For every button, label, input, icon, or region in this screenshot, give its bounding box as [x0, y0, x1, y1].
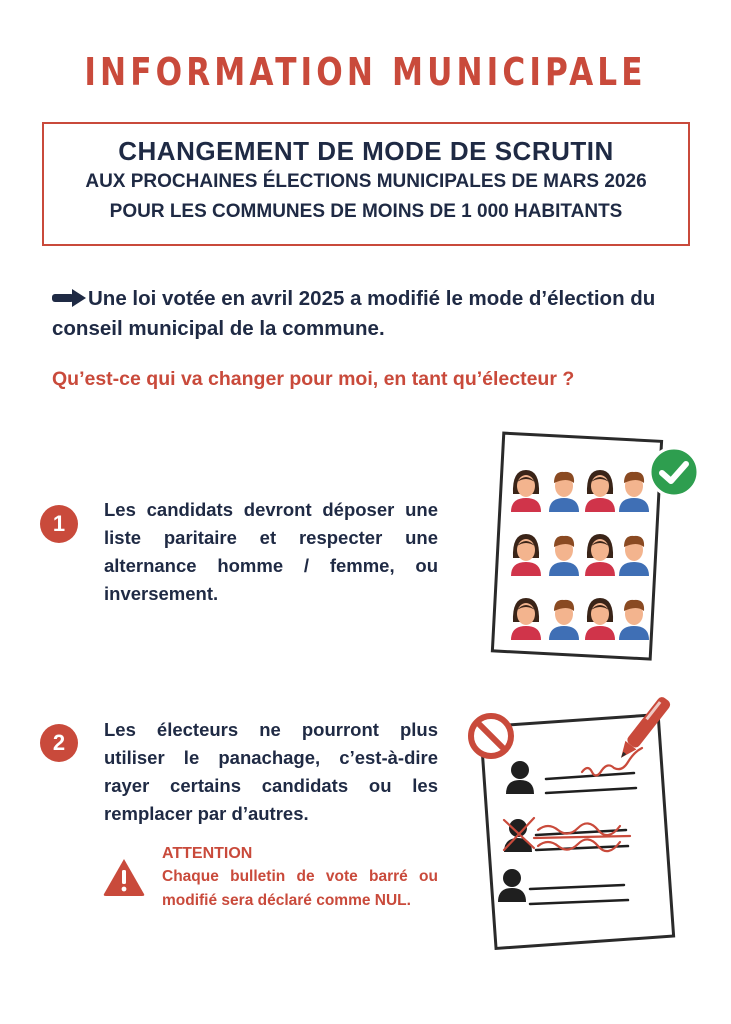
step-number-1: 1 [40, 505, 78, 543]
prohibited-icon [466, 711, 516, 765]
point-1-text: Les candidats devront déposer une liste paritaire et respecter une alternance homme / femme, ou inversement. [104, 499, 438, 604]
attention-text: Chaque bulletin de vote barré ou modifié sera déclaré comme NUL. [162, 868, 438, 909]
info-banner [42, 122, 690, 246]
banner-heading: CHANGEMENT DE MODE DE SCRUTIN [118, 136, 614, 166]
attention-block [162, 843, 438, 913]
page-title: INFORMATION MUNICIPALE [84, 50, 647, 94]
banner-subtitle-1: AUX PROCHAINES ÉLECTIONS MUNICIPALES DE MARS 2026 [85, 171, 647, 192]
banner-subtitle-2: POUR LES COMMUNES DE MOINS DE 1 000 HABITANTS [109, 201, 623, 222]
warning-icon [102, 857, 146, 901]
point-2-text: Les électeurs ne pourront plus utiliser le panachage, c’est-à-dire rayer certains candidats ou les remplacer par d’autres. [104, 719, 438, 824]
right-arrow-icon [52, 287, 86, 315]
attention-title: ATTENTION [162, 845, 253, 862]
step-number-2: 2 [40, 724, 78, 762]
question-heading: Qu’est-ce qui va changer pour moi, en tant qu’électeur ? [52, 368, 575, 390]
intro-text: Une loi votée en avril 2025 a modifié le mode d’élection du conseil municipal de la commune. [52, 287, 656, 340]
intro-paragraph [52, 285, 702, 343]
check-icon [647, 445, 701, 503]
